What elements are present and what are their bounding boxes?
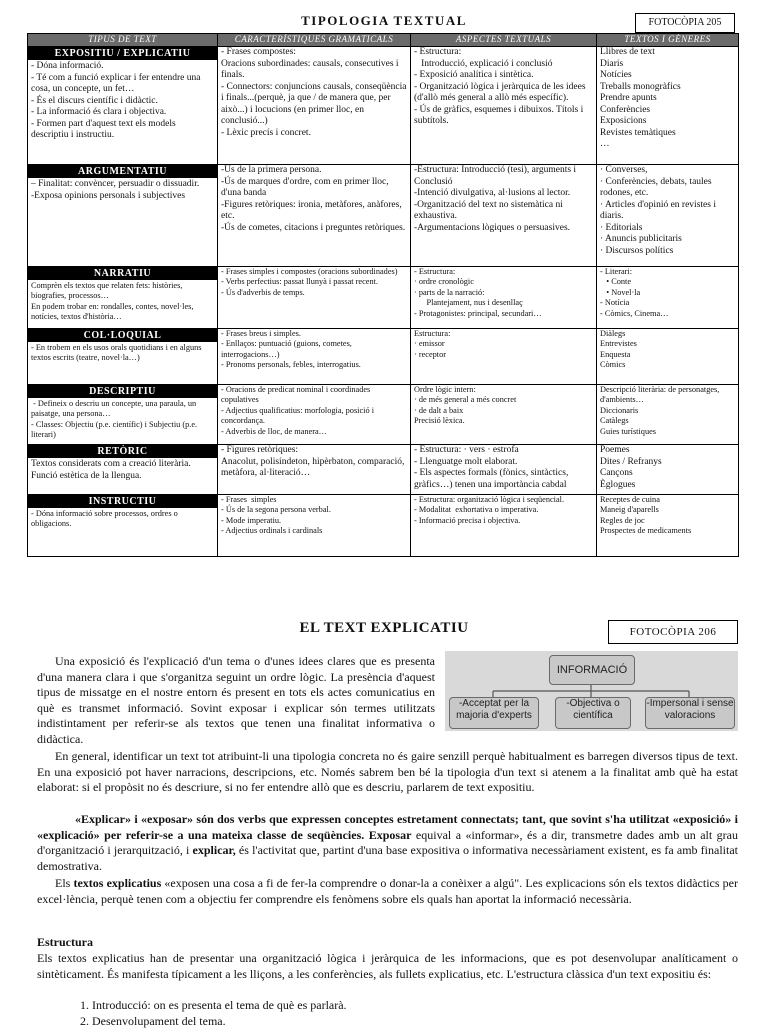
table-cell	[597, 495, 739, 557]
table-cell	[597, 445, 739, 495]
cell-line: - Figures retòriques:	[221, 445, 299, 455]
cell-line: - Lèxic precís i concret.	[221, 127, 311, 138]
cell-line: Anacolut, polisíndeton, hipèrbaton, comparació, metàfora, al·literació…	[221, 456, 407, 478]
cell-line: - Mode imperatiu.	[221, 515, 282, 525]
paragraph-explain-expose-part: explicar,	[192, 843, 236, 858]
cell-line: - Dóna informació.	[31, 61, 104, 71]
cell-line: · Anuncis publicitaris	[600, 234, 682, 244]
cell-line: - Notícia	[600, 298, 630, 308]
list-item: 1. Introducció: on es presenta el tema de què es parlarà.	[80, 998, 347, 1012]
cell-line: - Formen part d'aquest text els models descriptiu i instructiu.	[31, 118, 179, 140]
cell-line: Prospectes de medicaments	[600, 526, 692, 536]
paragraph-identification: En general, identificar un text tot atribuint-li una tipologia concreta no és gaire senzill perquè habitualment es barregen diversos tipus de text. En una exposició pot haver narracions, descripcions, etc. Només sabrem ben bé la tipologia d'un text si atenem a la finalitat amb què ha estat elaborat: si el propòsit no és descriure, si no fer entendre allò que es descriu, parlarem de text expositiu.	[37, 749, 738, 795]
table-row	[28, 47, 739, 165]
table-cell	[597, 165, 739, 267]
cell-line: Diccionaris	[600, 405, 639, 415]
table-cell	[28, 47, 218, 165]
cell-line: -Ús de la primera persona.	[221, 165, 322, 175]
page-title: TIPOLOGIA TEXTUAL	[301, 13, 467, 28]
structure-heading: Estructura	[37, 935, 93, 949]
cell-line: Maneig d'aparells	[600, 505, 659, 515]
table-cell	[218, 445, 411, 495]
paragraph-explain-expose-part: és l'activitat que, partint d'una base expositiva o informativa necessàriament existent, es fa amb finalitat demostrativa.	[37, 843, 739, 873]
table-cell	[411, 329, 597, 385]
diagram-node-objective: -Objectiva o científica	[555, 697, 631, 729]
table-cell	[28, 385, 218, 445]
cell-line: · Discursos polítics	[600, 245, 674, 256]
cell-line: · de més general a més concret	[414, 395, 517, 405]
cell-line: - Adjectius ordinals i cardinals	[221, 526, 323, 536]
section-title: EL TEXT EXPLICATIU	[299, 620, 469, 636]
table-cell	[218, 385, 411, 445]
table-row	[28, 267, 739, 329]
table-cell	[28, 495, 218, 557]
cell-line: - Informació precisa i objectiva.	[414, 515, 521, 525]
paragraph-explain-expose-part: «Explicar» i «exposar» són dos verbs que expressen conceptes estretament connectats; tant, que sovint s'ha utilitzat «exposició» i «explicació» per referir-se a una mateixa classe de seqüències.	[37, 812, 738, 842]
cell-line: · de dalt a baix	[414, 405, 464, 415]
table-cell	[218, 165, 411, 267]
cell-line: -Intenció divulgativa, al·lusions al lector.	[414, 188, 571, 198]
table-cell	[411, 445, 597, 495]
diagram-node-impersonal: -Impersonal i sense valoracions	[645, 697, 735, 729]
table-cell	[597, 385, 739, 445]
cell-line: - Estructura:	[414, 47, 462, 57]
cell-line: - Ús de gràfics, esquemes i dibuixos. Títols i subtítols.	[414, 104, 586, 126]
cell-line: - Frases breus i simples.	[221, 329, 301, 338]
table-cell	[28, 267, 218, 329]
text-type-name: INSTRUCTIU	[28, 495, 217, 508]
cell-line: Enquesta	[600, 349, 631, 359]
table-row	[28, 445, 739, 495]
cell-line: · ordre cronològic	[414, 277, 474, 287]
cell-line: - Enllaços: puntuació (guions, cometes, interrogacions…)	[221, 339, 354, 359]
cell-line: - Llenguatge molt elaborat.	[414, 456, 518, 467]
table-header-row	[28, 34, 739, 47]
cell-line: · Converses,	[600, 165, 648, 175]
cell-line: -Exposa opinions personals i subjectives	[31, 190, 186, 201]
cell-line: - Frases simples	[221, 495, 277, 504]
cell-line: - Té com a funció explicar i fer entendre una cosa, un concepte, un fet…	[31, 72, 203, 94]
cell-line: · Articles d'opinió en revistes i diaris.	[600, 199, 719, 221]
cell-line: Prendre apunts	[600, 93, 657, 103]
cell-line: - La informació és clara i objectiva.	[31, 107, 167, 117]
table-row	[28, 165, 739, 267]
cell-line: - Estructura: · vers · estrofa	[414, 445, 519, 455]
table-cell	[28, 445, 218, 495]
cell-line: - Ús d'adverbis de temps.	[221, 287, 305, 297]
cell-line: Cançons	[600, 468, 633, 478]
cell-line: Diaris	[600, 58, 624, 69]
cell-line: -Estructura: Introducció (tesi), arguments i Conclusió	[414, 165, 579, 187]
cell-line: • Conte	[600, 277, 632, 287]
diagram-node-experts: -Acceptat per la majoria d'experts	[449, 697, 539, 729]
column-header: TEXTOS I GÈNERES	[597, 34, 739, 47]
column-header: TIPUS DE TEXT	[28, 34, 218, 47]
cell-line: - Adjectius qualificatius: morfologia, posició i concordança.	[221, 405, 377, 426]
cell-line: Diàlegs	[600, 329, 626, 338]
text-type-name: RETÒRIC	[28, 445, 217, 458]
cell-line: Introducció, explicació i conclusió	[414, 58, 553, 69]
cell-line: Entrevistes	[600, 339, 637, 349]
photocopy-label: FOTOCÒPIA 206	[608, 620, 738, 644]
cell-line: - Adverbis de lloc, de manera…	[221, 426, 327, 436]
table-row	[28, 329, 739, 385]
cell-line: · receptor	[414, 349, 447, 359]
cell-line: …	[600, 139, 610, 149]
table-cell	[597, 267, 739, 329]
typology-table	[27, 33, 739, 557]
table-cell	[411, 47, 597, 165]
text-type-name: ARGUMENTATIU	[28, 165, 217, 178]
cell-line: Regles de joc	[600, 515, 645, 525]
paragraph-explanatory-part: «exposen una cosa a fi de fer-la comprendre o donar-la a conèixer a algú". Les explicacions són els textos didàctics per excel·lència, perquè tenen com a objectiu fer comprendre els fenòmens sobre els quals han aportat la informació necessària.	[37, 876, 738, 906]
cell-line: Plantejament, nus i desenllaç	[414, 298, 523, 308]
table-cell	[411, 267, 597, 329]
cell-line: - Organització lògica i jeràrquica de les idees (d'allò més general a allò més específic).	[414, 81, 588, 103]
cell-line: - Connectors: conjuncions causals, conseqüència i finals...(perquè, ja que / de manera que, per això...) i locucions (en primer lloc, en conclusió...)	[221, 81, 409, 126]
text-type-name: COL·LOQUIAL	[28, 329, 217, 342]
cell-line: Treballs monogràfics	[600, 81, 681, 92]
cell-line: - Exposició analítica i sintètica.	[414, 70, 534, 80]
cell-line: - Oracions de predicat nominal i coordinades copulatives	[221, 385, 373, 405]
cell-line: - Estructura:	[414, 267, 456, 276]
cell-line: • Novel·la	[600, 287, 641, 297]
table-cell	[411, 495, 597, 557]
cell-line: Receptes de cuina	[600, 495, 660, 504]
cell-line: - Frases compostes:	[221, 47, 296, 57]
cell-line: - Estructura: organització lògica i seqüencial.	[414, 495, 565, 504]
table-cell	[411, 165, 597, 267]
cell-line: En podem trobar en: rondalles, contes, novel·les, notícies, textos d'història…	[31, 301, 196, 322]
cell-line: - Frases simples i compostes (oracions subordinades)	[221, 267, 398, 276]
photocopy-label: FOTOCÒPIA 205	[635, 13, 735, 33]
table-cell	[28, 329, 218, 385]
text-type-name: DESCRIPTIU	[28, 385, 217, 398]
cell-line: - És el discurs científic i didàctic.	[31, 95, 158, 106]
table-cell	[218, 47, 411, 165]
cell-line: Catàlegs	[600, 416, 629, 426]
cell-line: - Protagonistes: principal, secundari…	[414, 308, 542, 318]
cell-line: -Organització del text no sistemàtica ni exhaustiva.	[414, 199, 566, 221]
cell-line: - Literari:	[600, 267, 633, 276]
paragraph-explain-expose-part: equival a «informar», és a dir, transmetre dades amb un alt grau d'organització i jerarquització, i	[37, 827, 738, 858]
cell-line: Exposicions	[600, 116, 647, 126]
column-header: ASPECTES TEXTUALS	[411, 34, 597, 47]
cell-line: · Conferències, debats, taules rodones, etc.	[600, 176, 714, 198]
paragraph-explanatory-part: textos explicatius	[73, 876, 162, 890]
cell-line: -Figures retòriques: ironia, metàfores, anàfores, etc.	[221, 199, 405, 221]
text-type-name: EXPOSITIU / EXPLICATIU	[28, 47, 217, 60]
cell-line: Llibres de text	[600, 47, 655, 57]
cell-line: · parts de la narració:	[414, 287, 485, 297]
cell-line: - Verbs perfectius: passat llunyà i passat recent.	[221, 277, 378, 287]
cell-line: - Defineix o descriu un concepte, una paraula, un paisatge, una persona…	[31, 399, 199, 419]
information-diagram	[445, 651, 738, 731]
cell-line: -Argumentacions lògiques o persuasives.	[414, 222, 571, 233]
cell-line: -Ús de marques d'ordre, com en primer lloc, d'una banda	[221, 176, 392, 198]
table-cell	[411, 385, 597, 445]
cell-line: Precisió lèxica.	[414, 416, 465, 426]
diagram-node-information: INFORMACIÓ	[549, 655, 635, 685]
cell-line: Descripció literària: de personatges, d'ambients…	[600, 385, 722, 405]
cell-line: · Editorials	[600, 222, 643, 233]
cell-line: - En trobem en els usos orals quotidians i en alguns textos escrits (teatre, novel·la…)	[31, 343, 204, 363]
cell-line: Èglogues	[600, 479, 636, 490]
table-row	[28, 495, 739, 557]
cell-line: Conferències	[600, 104, 651, 115]
paragraph-explain-expose-part: Exposar	[368, 827, 412, 842]
cell-line: · emissor	[414, 339, 445, 349]
cell-line: - Modalitat exhortativa o imperativa.	[414, 505, 539, 515]
cell-line: Dites / Refranys	[600, 456, 662, 467]
cell-line: Comprèn els textos que relaten fets: històries, biografies, processos…	[31, 281, 185, 301]
table-cell	[218, 495, 411, 557]
cell-line: - Els aspectes formals (fònics, sintàctics, gràfics…) tenen una importància cabdal	[414, 468, 571, 490]
cell-line: - Classes: Objectiu (p.e. científic) i Subjectiu (p.e. literari)	[31, 419, 200, 440]
cell-line: - Ús de la segona persona verbal.	[221, 505, 331, 515]
table-cell	[218, 329, 411, 385]
cell-line: - Dóna informació sobre processos, ordres o obligacions.	[31, 509, 180, 529]
cell-line: Poemes	[600, 445, 630, 455]
paragraph-structure: Els textos explicatius han de presentar una organització lògica i jeràrquica de les informacions, que es pot desenvolupar analíticament o sintèticament. És manifesta típicament a les lliçons, a les conferències, als fullets explicatius, etc. L'estructura clàssica d'un text expositiu és:	[37, 951, 738, 981]
table-cell	[597, 329, 739, 385]
cell-line: Revistes temàtiques	[600, 127, 676, 138]
text-type-name: NARRATIU	[28, 267, 217, 280]
cell-line: Notícies	[600, 70, 632, 80]
cell-line: – Finalitat: convèncer, persuadir o dissuadir.	[31, 179, 200, 189]
list-item: 2. Desenvolupament del tema.	[80, 1013, 226, 1028]
table-cell	[597, 47, 739, 165]
column-header: CARACTERÍSTIQUES GRAMATICALS	[218, 34, 411, 47]
paragraph-explanatory-part: Els	[55, 876, 74, 890]
cell-line: -Ús de cometes, citacions i preguntes retòriques.	[221, 222, 406, 233]
paragraph-explain-expose	[37, 812, 738, 874]
cell-line: - Còmics, Cinema…	[600, 308, 669, 318]
paragraph-explanatory-texts	[37, 876, 738, 907]
cell-line: Oracions subordinades: causals, consecutives i finals.	[221, 58, 401, 80]
table-row	[28, 385, 739, 445]
structure-list	[80, 998, 730, 1029]
cell-line: - Pronoms personals, febles, interrogatius.	[221, 360, 361, 370]
table-cell	[218, 267, 411, 329]
cell-line: Textos considerats com a creació literària. Funció estètica de la llengua.	[31, 459, 194, 481]
paragraph-intro: Una exposició és l'explicació d'un tema o d'unes idees clares que es presenta d'una manera clara i que s'organitza seguint un ordre lògic. La presència d'aquest tipus de missatge en el nostre entorn és present en tots els actes comunicatius en què es transmet informació. Sovint exposar i explicar són termes utilitzats indistintament per referir-se als textos que tenen una finalitat informativa o didàctica.	[37, 654, 435, 746]
table-cell	[28, 165, 218, 267]
cell-line: Còmics	[600, 360, 626, 370]
cell-line: Guies turístiques	[600, 426, 656, 436]
cell-line: Estructura:	[414, 329, 451, 338]
cell-line: Ordre lògic intern:	[414, 385, 476, 394]
